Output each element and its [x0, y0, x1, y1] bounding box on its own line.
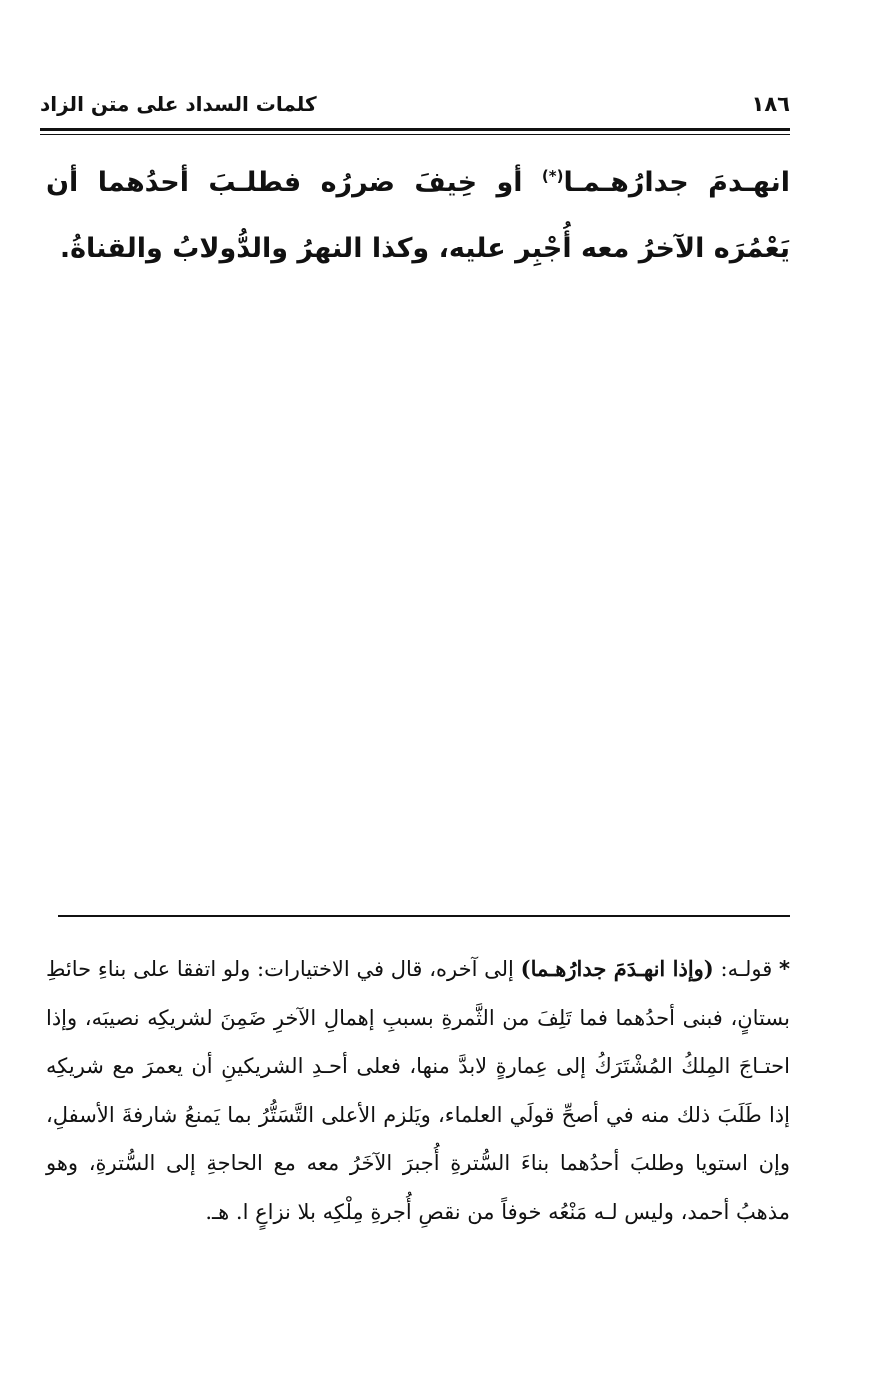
main-text-part-1: انهـدمَ جدارُهـمـا: [563, 167, 790, 198]
running-title: كلمات السداد على متن الزاد: [40, 92, 317, 116]
footnote-marker: *: [779, 957, 791, 981]
footnote-lead: قولـه:: [713, 957, 773, 981]
footnote-body: إلى آخره، قال في الاختيارات: ولو اتفقا على بناءِ حائطِ بستانٍ، فبنى أحدُهما فما تَلِفَ من الثَّمرةِ بسببِ إهمالِ الآخرِ ضَمِنَ لشريكِه نصيبَه، وإذا احتـاجَ المِلكُ المُشْتَرَكُ إلى عِمارةٍ لابدَّ منها، فعلى أحـدِ الشريكينِ أن يعمرَ مع شريكِه إذا طَلَبَ ذلك منه في أصحِّ قولَي العلماء، ويَلزم الأعلى التَّسَتُّرُ بما يَمنعُ شارفةَ الأسفلِ، وإن استويا وطلبَ أحدُهما بناءَ السُّترةِ أُجبرَ الآخَرُ معه مع الحاجةِ إلى السُّترةِ، وهو مذهبُ أحمد، وليس لـه مَنْعُه خوفاً من نقصِ أُجرةِ مِلْكِه بلا نزاعٍ ا. هـ.: [46, 957, 791, 1224]
header-rule: [40, 128, 790, 131]
page-number: ١٨٦: [751, 92, 790, 116]
header-rule-thin: [40, 134, 790, 135]
footnote-separator: [58, 915, 790, 917]
main-text-part-2: أو خِيفَ ضررُه فطلـبَ أحدُهما أن يَعْمُرَه الآخرُ معه أُجْبِر عليه، وكذا النهرُ والدُّولابُ والقناةُ.: [46, 167, 790, 264]
main-text: [46, 150, 790, 282]
main-paragraph: [46, 150, 790, 282]
page-header: [40, 92, 790, 126]
footnote-reference[interactable]: (*): [541, 167, 564, 185]
footnote-paragraph: [46, 945, 790, 1236]
footnote-quote: (وإذا انهـدَمَ جدارُهـما): [520, 956, 714, 981]
footnote: [46, 945, 790, 1236]
